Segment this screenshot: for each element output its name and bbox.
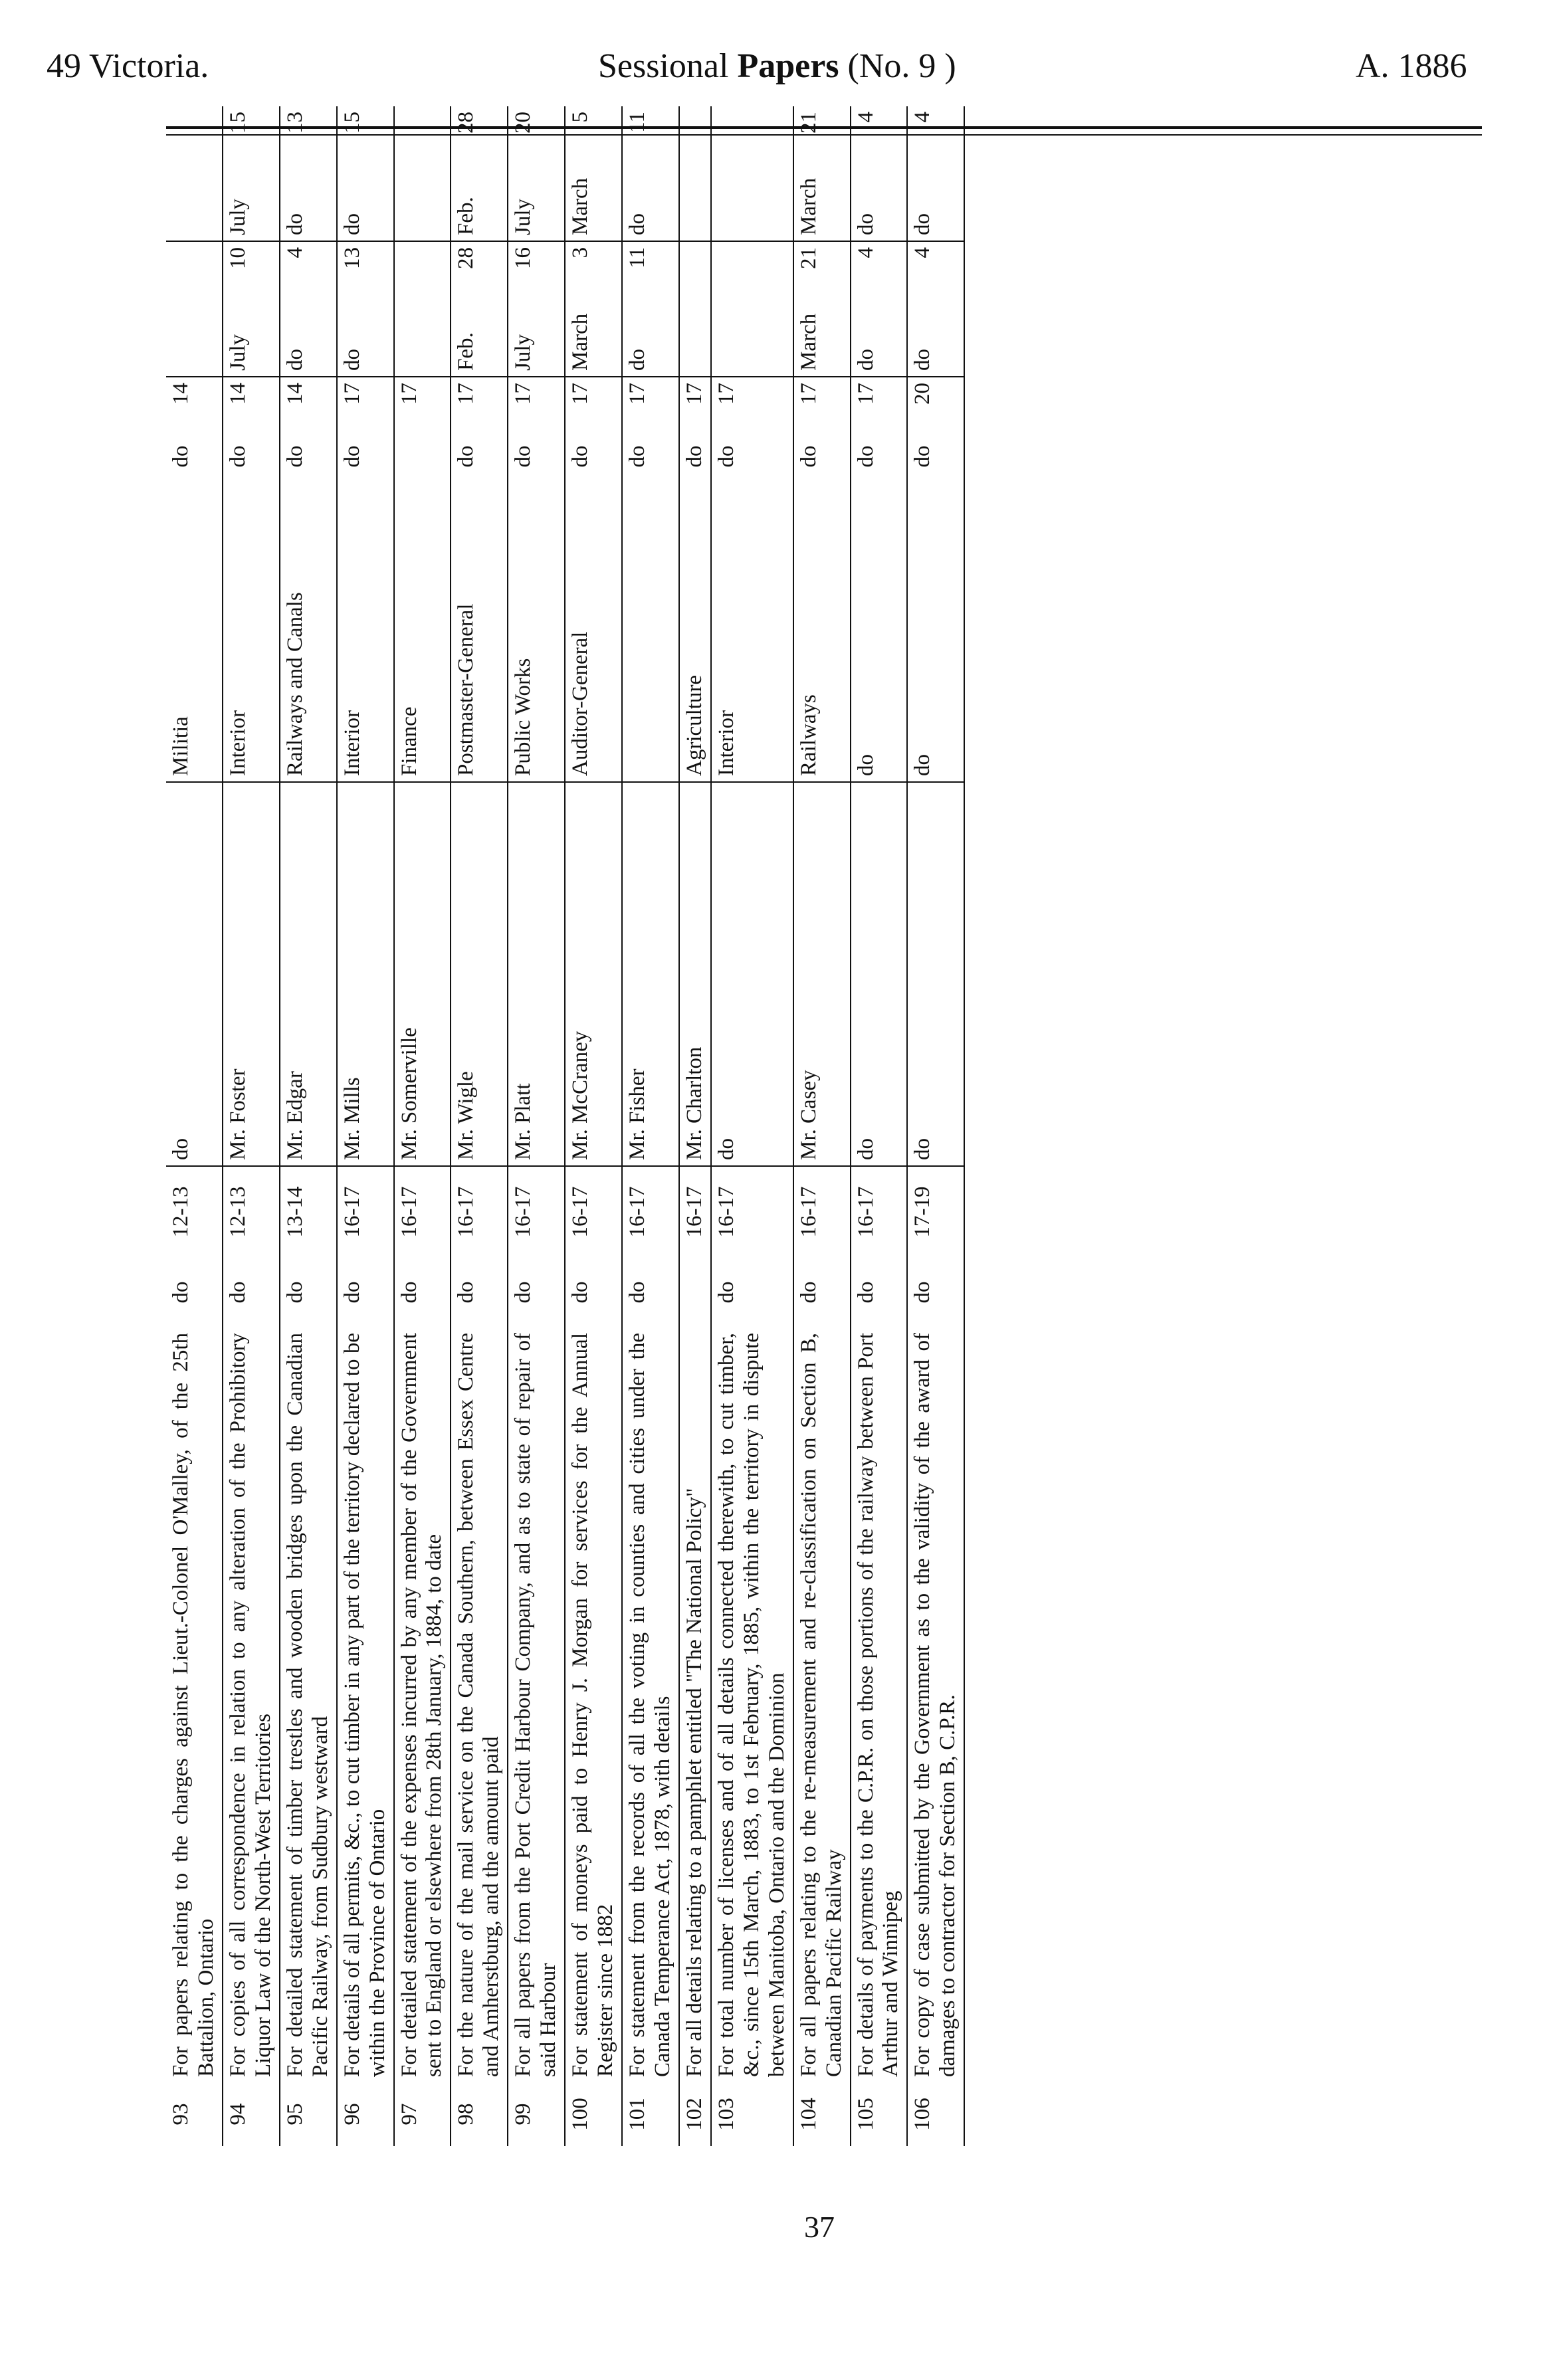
cell-m1: Feb. [454, 332, 478, 371]
cell-no: 98 [454, 2103, 478, 2126]
table-row [223, 106, 280, 2146]
cell-rec: do [714, 1281, 738, 1304]
cell-mover: do [907, 782, 964, 1166]
cell-dp [394, 428, 451, 485]
cell-dp: do [282, 445, 307, 468]
cell-d2: 21 [796, 112, 821, 134]
cell-no: 99 [511, 2103, 536, 2126]
cell-rec: do [568, 1281, 593, 1304]
header-left: 49 Victoria. [47, 47, 209, 85]
cell-d1 [166, 241, 223, 292]
cell-d2: 15 [340, 112, 364, 134]
table-row [337, 106, 394, 2146]
cell-day: 17 [451, 377, 508, 428]
cell-no: 94 [225, 2103, 250, 2126]
cell-d1: 10 [223, 241, 280, 292]
cell-mover: do [166, 782, 223, 1166]
cell-d1 [679, 241, 711, 292]
cell-no: 103 [714, 2098, 738, 2131]
cell-dp: do [853, 445, 878, 468]
cell-day: 17 [622, 377, 679, 428]
cell-mover: Mr. Foster [223, 782, 280, 1166]
cell-dept: Postmaster-General [454, 603, 478, 776]
cell-d2 [679, 106, 711, 157]
cell-d2 [166, 106, 223, 157]
cell-desc: For the nature of the mail service on the Canada Southern, between Essex Centre and Amherstburg, and the amount paid [454, 1333, 504, 2077]
cell-d1: 4 [851, 241, 908, 292]
cell-dp: do [714, 445, 738, 468]
cell-d2: 4 [910, 112, 935, 123]
cell-d2: 11 [625, 112, 649, 133]
cell-mover: Mr. Platt [508, 782, 565, 1166]
cell-dept: Agriculture [682, 674, 706, 776]
table-row [793, 106, 851, 2146]
cell-d1: 3 [565, 241, 622, 292]
cell-rec: do [796, 1281, 821, 1304]
cell-dept: Railways and Canals [282, 592, 307, 776]
cell-desc: For all papers relating to the re-measurement and re-classification on Section B, Canadian Pacific Railway [796, 1333, 846, 2077]
cell-dept: Interior [714, 710, 738, 776]
cell-desc: For copy of case submitted by the Government as to the validity of the award of damages to contractor for Section B, C.P.R. [910, 1333, 960, 2077]
cell-m2 [166, 157, 223, 241]
table-row [711, 106, 793, 2146]
cell-no: 100 [568, 2098, 593, 2131]
cell-mover: Mr. Mills [337, 782, 394, 1166]
cell-m1 [679, 292, 711, 377]
cell-mover: Mr. Somerville [394, 782, 451, 1166]
header-middle-c: (No. 9 ) [847, 47, 956, 85]
cell-pages: 16-17 [508, 1166, 565, 1257]
cell-dept [622, 485, 679, 782]
cell-desc: For copies of all correspondence in relation to any alteration of the Prohibitory Liquor Law of the North-West Territories [225, 1333, 275, 2077]
cell-pages: 12-13 [166, 1166, 223, 1257]
cell-dept: Militia [169, 716, 193, 776]
cell-d2: 15 [225, 112, 250, 134]
cell-m2: March [568, 177, 593, 235]
cell-d1: 21 [793, 241, 851, 292]
cell-m1: do [910, 349, 935, 371]
cell-m2: do [910, 213, 935, 235]
cell-mover: Mr. McCraney [565, 782, 622, 1166]
cell-day: 17 [508, 377, 565, 428]
cell-m2 [394, 157, 451, 241]
cell-rec: do [625, 1281, 649, 1304]
returns-table-rotated [166, 112, 1482, 2146]
cell-m2: do [282, 213, 307, 235]
cell-day: 17 [679, 377, 711, 428]
cell-day: 14 [223, 377, 280, 428]
cell-rec: do [511, 1281, 536, 1304]
cell-m2: March [796, 177, 821, 235]
table-row [280, 106, 337, 2146]
cell-dp: do [682, 445, 706, 468]
cell-m1: do [340, 349, 364, 371]
cell-dp: do [340, 445, 364, 468]
cell-rec: do [169, 1281, 193, 1304]
cell-desc: For total number of licenses and of all details connected therewith, to cut timber, &c., since 15th March, 1883, to 1st February, 1885, within the territory in dispute between Manitoba, Ontario and the Dominion [714, 1333, 789, 2077]
cell-mover: Mr. Wigle [451, 782, 508, 1166]
table-row [166, 106, 223, 2146]
cell-dept: Interior [340, 710, 364, 776]
cell-no: 106 [910, 2098, 935, 2131]
page-header [27, 47, 1489, 106]
cell-d1: 4 [280, 241, 337, 292]
cell-m1: July [511, 334, 536, 371]
cell-no: 95 [282, 2103, 307, 2126]
cell-no: 105 [853, 2098, 878, 2131]
cell-d1: 16 [508, 241, 565, 292]
cell-m1 [166, 292, 223, 377]
cell-desc: For all details relating to a pamphlet entitled "The National Policy" [682, 1488, 706, 2077]
cell-mover: Mr. Casey [793, 782, 851, 1166]
cell-pages: 16-17 [793, 1166, 851, 1257]
cell-pages: 16-17 [711, 1166, 793, 1257]
table-row [508, 106, 565, 2146]
cell-dp: do [169, 445, 193, 468]
cell-desc: For statement from the records of all the voting in counties and cities under the Canada Temperance Act, 1878, with details [625, 1333, 674, 2077]
table-row [851, 106, 908, 2146]
cell-day: 17 [711, 377, 793, 428]
cell-dp: do [625, 445, 649, 468]
cell-no: 93 [169, 2103, 193, 2126]
cell-pages: 12-13 [223, 1166, 280, 1257]
cell-rec: do [225, 1281, 250, 1304]
cell-m1 [394, 292, 451, 377]
table-row [565, 106, 622, 2146]
table-row [451, 106, 508, 2146]
cell-m2: July [225, 198, 250, 235]
cell-d2: 13 [282, 112, 307, 134]
cell-d2 [394, 106, 451, 157]
cell-m1: do [282, 349, 307, 371]
cell-day: 17 [565, 377, 622, 428]
cell-rec: do [454, 1281, 478, 1304]
cell-desc: For statement of moneys paid to Henry J. Morgan for services for the Annual Register since 1882 [568, 1333, 618, 2077]
cell-pages: 16-17 [337, 1166, 394, 1257]
cell-pages: 16-17 [565, 1166, 622, 1257]
cell-rec: do [340, 1281, 364, 1304]
cell-m2: do [340, 213, 364, 235]
header-middle [598, 47, 956, 86]
cell-m1: March [796, 313, 821, 371]
header-middle-a: Sessional [598, 47, 729, 85]
cell-d1: 28 [451, 241, 508, 292]
returns-table-body [166, 106, 964, 2146]
cell-day: 17 [851, 377, 908, 428]
cell-rec: do [853, 1281, 878, 1304]
cell-mover: do [851, 782, 908, 1166]
table-row [679, 106, 711, 2146]
cell-m2 [711, 157, 793, 241]
cell-pages: 16-17 [451, 1166, 508, 1257]
cell-m2: July [511, 198, 536, 235]
cell-m1 [711, 292, 793, 377]
cell-rec: do [282, 1281, 307, 1304]
cell-dp: do [454, 445, 478, 468]
cell-desc: For detailed statement of the expenses incurred by any member of the Government sent to England or elsewhere from 28th January, 1884, to date [397, 1333, 447, 2077]
cell-day: 17 [793, 377, 851, 428]
cell-dept: Interior [225, 710, 250, 776]
cell-dept: Railways [796, 694, 821, 776]
cell-m1: do [853, 349, 878, 371]
cell-desc: For details of payments to the C.P.R. on those portions of the railway between Port Arthur and Winnipeg [853, 1333, 903, 2077]
cell-no: 104 [796, 2098, 821, 2131]
cell-desc: For papers relating to the charges against Lieut.-Colonel O'Malley, of the 25th Battalion, Ontario [169, 1333, 218, 2077]
cell-desc: For details of all permits, &c., to cut timber in any part of the territory declared to be within the Province of Ontario [340, 1333, 389, 2077]
cell-mover: Mr. Fisher [622, 782, 679, 1166]
cell-d1: 4 [907, 241, 964, 292]
table-row [394, 106, 451, 2146]
cell-day: 14 [280, 377, 337, 428]
cell-mover: Mr. Edgar [280, 782, 337, 1166]
cell-d2: 28 [454, 112, 478, 134]
page-number: 37 [804, 2210, 835, 2244]
cell-dept: do [910, 754, 935, 776]
cell-no: 96 [340, 2103, 364, 2126]
cell-m1: March [568, 313, 593, 371]
cell-pages: 13-14 [280, 1166, 337, 1257]
cell-m2: do [853, 213, 878, 235]
cell-dp: do [511, 445, 536, 468]
cell-dept: do [853, 754, 878, 776]
cell-d2: 4 [853, 112, 878, 123]
cell-pages: 17-19 [907, 1166, 964, 1257]
header-right: A. 1886 [1356, 47, 1467, 85]
cell-no: 101 [625, 2098, 649, 2131]
cell-rec [679, 1257, 711, 1328]
cell-d2 [711, 106, 793, 157]
cell-m1: July [225, 334, 250, 371]
table-row [622, 106, 679, 2146]
cell-dp: do [568, 445, 593, 468]
cell-m2 [679, 157, 711, 241]
cell-pages: 16-17 [394, 1166, 451, 1257]
cell-m2: do [625, 213, 649, 235]
table-row [907, 106, 964, 2146]
cell-pages: 16-17 [679, 1166, 711, 1257]
cell-dp: do [225, 445, 250, 468]
cell-d1: 13 [337, 241, 394, 292]
cell-d1 [711, 241, 793, 292]
cell-rec: do [910, 1281, 935, 1304]
cell-mover: do [711, 782, 793, 1166]
cell-desc: For all papers from the Port Credit Harbour Company, and as to state of repair of said Harbour [511, 1333, 561, 2077]
cell-dept: Finance [397, 706, 421, 776]
cell-day: 14 [166, 377, 223, 428]
cell-day: 17 [394, 377, 451, 428]
cell-day: 20 [907, 377, 964, 428]
cell-dp: do [796, 445, 821, 468]
cell-m2: Feb. [454, 197, 478, 235]
cell-d1 [394, 241, 451, 292]
cell-d2: 20 [511, 112, 536, 134]
header-middle-b: Papers [737, 47, 839, 85]
cell-day: 17 [337, 377, 394, 428]
cell-dept: Auditor-General [568, 631, 593, 776]
cell-dp: do [910, 445, 935, 468]
cell-no: 102 [682, 2098, 706, 2131]
cell-d2: 5 [568, 112, 593, 123]
cell-pages: 16-17 [851, 1166, 908, 1257]
cell-mover: Mr. Charlton [679, 782, 711, 1166]
cell-pages: 16-17 [622, 1166, 679, 1257]
cell-rec: do [397, 1281, 421, 1304]
cell-desc: For detailed statement of timber trestles and wooden bridges upon the Canadian Pacific Railway, from Sudbury westward [282, 1333, 332, 2077]
returns-table [166, 106, 965, 2146]
cell-m1: do [625, 349, 649, 371]
cell-dept: Public Works [511, 658, 536, 776]
cell-no: 97 [397, 2103, 421, 2126]
cell-d1: 11 [622, 241, 679, 292]
